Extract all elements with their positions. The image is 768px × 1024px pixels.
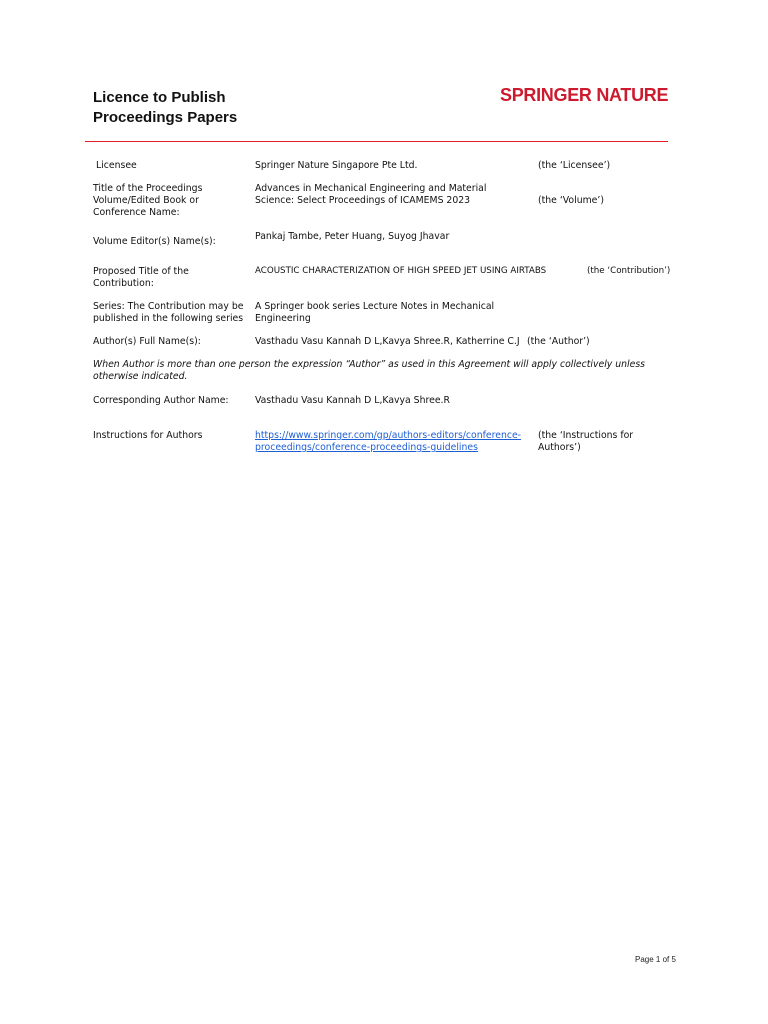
editors-value: Pankaj Tambe, Peter Huang, Suyog Jhavar — [255, 231, 450, 242]
licensee-label: Licensee — [96, 160, 137, 171]
document-title — [93, 88, 237, 128]
contribution-role: (the ‘Contribution’) — [587, 266, 671, 276]
instructions-role-line-1: (the ‘Instructions for — [538, 430, 634, 441]
corresponding-author-label: Corresponding Author Name: — [93, 395, 229, 406]
authors-role: (the ‘Author’) — [527, 336, 590, 347]
contribution-label-line-2: Contribution: — [93, 278, 154, 289]
editors-label: Volume Editor(s) Name(s): — [93, 236, 216, 247]
title-line-1: Licence to Publish — [93, 89, 226, 106]
volume-label-line-1: Title of the Proceedings — [93, 183, 203, 194]
corresponding-author-value: Vasthadu Vasu Kannah D L,Kavya Shree.R — [255, 395, 450, 406]
volume-value-line-1: Advances in Mechanical Engineering and Material — [255, 183, 487, 194]
volume-role: (the ‘Volume’) — [538, 195, 604, 206]
volume-value-line-2: Science: Select Proceedings of ICAMEMS 2023 — [255, 195, 471, 206]
contribution-label-line-1: Proposed Title of the — [93, 266, 189, 277]
author-note-line-1: When Author is more than one person the expression “Author” as used in this Agreement will apply collectively unless — [93, 359, 646, 370]
instructions-link-line-1[interactable]: https://www.springer.com/gp/authors-editors/conference- — [255, 430, 522, 441]
author-note-line-2: otherwise indicated. — [93, 371, 188, 382]
authors-value: Vasthadu Vasu Kannah D L,Kavya Shree.R, Katherrine C.J — [255, 336, 520, 347]
authors-label: Author(s) Full Name(s): — [93, 336, 201, 347]
contribution-title: ACOUSTIC CHARACTERIZATION OF HIGH SPEED JET USING AIRTABS — [255, 266, 547, 276]
series-value-line-1: A Springer book series Lecture Notes in Mechanical — [255, 301, 495, 312]
title-line-2: Proceedings Papers — [93, 109, 238, 126]
instructions-link-line-2[interactable]: proceedings/conference-proceedings-guidelines — [255, 442, 478, 453]
page-number: Page 1 of 5 — [635, 955, 676, 964]
series-label-line-1: Series: The Contribution may be — [93, 301, 244, 312]
series-label-line-2: published in the following series — [93, 313, 244, 324]
springer-nature-logo: SPRINGER NATURE — [500, 85, 669, 105]
instructions-role-line-2: Authors’) — [538, 442, 581, 453]
instructions-label: Instructions for Authors — [93, 430, 203, 441]
series-value-line-2: Engineering — [255, 313, 311, 324]
licensee-role: (the ‘Licensee’) — [538, 160, 611, 171]
header-divider — [85, 141, 668, 142]
volume-label-line-2: Volume/Edited Book or — [93, 195, 199, 206]
licensee-value: Springer Nature Singapore Pte Ltd. — [255, 160, 418, 171]
volume-label-line-3: Conference Name: — [93, 207, 180, 218]
